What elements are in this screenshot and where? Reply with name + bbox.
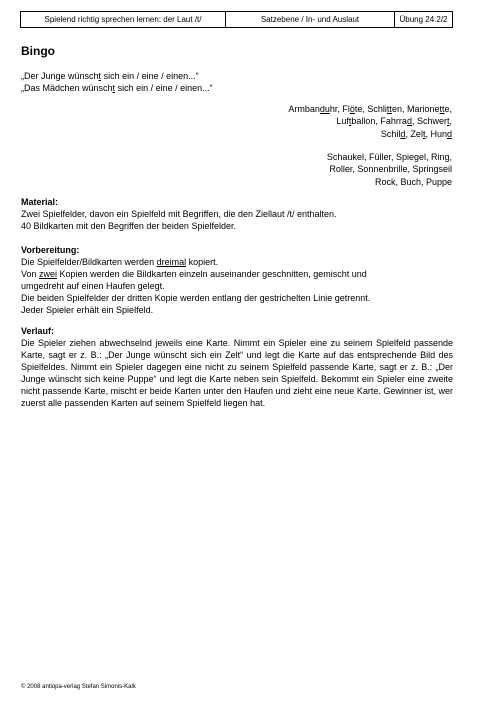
target-sound-underlined: d [446, 128, 452, 139]
target-sound-underlined: t [422, 128, 426, 139]
word-line [288, 128, 452, 140]
target-sound-underlined: d [406, 116, 412, 127]
emphasis-underlined: zwei [39, 269, 58, 279]
word-text: en, Marione [391, 104, 440, 114]
word-text: e, [444, 104, 452, 114]
section-heading: Verlauf: [21, 326, 55, 336]
sentence-text: „Der Junge wünsch [21, 71, 99, 81]
paragraph-line [21, 256, 453, 268]
target-sound-underlined: t [348, 116, 352, 127]
word-text: ballon, Fahrra [351, 116, 407, 127]
paragraph-line: Zwei Spielfelder, davon ein Spielfeld mit Begriffen, die den Ziellaut /t/ enthalten. [21, 209, 337, 219]
paragraph-line: umgedreht auf einen Haufen gelegt. [21, 281, 165, 291]
word-line [288, 115, 452, 127]
word-text: te, Schli [354, 104, 387, 114]
word-text: , [449, 116, 452, 127]
word-line: Rock, Buch, Puppe [374, 176, 452, 187]
paragraph-line: Die beiden Spielfelder der dritten Kopie werden entlang der gestrichelten Linie getrennt. [21, 293, 371, 303]
distractor-word-list [327, 151, 452, 188]
word-text: Schil [380, 128, 401, 139]
procedure-section [21, 325, 453, 409]
word-line: Roller, Sonnenbrille, Springseil [329, 164, 452, 175]
paragraph-line: Jeder Spieler erhält ein Spielfeld. [21, 305, 154, 315]
section-heading: Material: [21, 197, 59, 207]
target-word-list [288, 103, 452, 140]
target-sound-underlined: du [319, 104, 330, 114]
preparation-section [21, 244, 453, 316]
header-topic: Satzebene / In- und Auslaut [226, 12, 395, 27]
paragraph-line: 40 Bildkarten mit den Begriffen der beiden Spielfelder. [21, 221, 236, 231]
word-text: Armban [288, 104, 320, 114]
target-sound-underlined: t [112, 83, 116, 93]
paragraph-line [21, 268, 453, 280]
emphasis-underlined: dreimal [156, 257, 187, 267]
word-text: , Hun [425, 128, 447, 139]
paragraph-text: Die Spieler ziehen abwechselnd jeweils eine Karte. Nimmt ein Spieler eine zu seinem Spielfeld passende Karte, sagt er z. B.: „Der Junge wünscht sich ein Zelt“ und legt die Karte auf das entsprechende Bild des Spielfeldes. Nimmt ein Spieler dagegen eine nicht zu seinem Spielfeld passende Karte, sagt er z. B.: „Der Junge wünscht sich keine Puppe“ und legt die Karte neben sein Spielfeld. Bekommt ein Spieler eine zweite nicht passende Karte, mischt er beide Karten unter den Haufen und zieht eine neue Karte. Gewinner ist, wer zuerst alle passenden Karten auf seinem Spielfeld liegen hat. [21, 338, 453, 408]
target-sound-underlined: ö [349, 104, 355, 114]
header-table [20, 11, 453, 28]
word-text: Luf [336, 116, 349, 127]
sentence-text: „Das Mädchen wünsch [21, 83, 113, 93]
paragraph-text: Von [21, 269, 40, 279]
word-line: Schaukel, Füller, Spiegel, Ring, [326, 152, 452, 162]
word-text: , Zel [405, 128, 423, 139]
example-sentences [21, 70, 213, 94]
example-sentence-boy [21, 70, 213, 82]
paragraph-text: Kopien werden die Bildkarten einzeln auseinander geschnitten, gemischt und [57, 269, 367, 279]
paragraph-text: Die Spielfelder/Bildkarten werden [21, 257, 157, 267]
paragraph-text: kopiert. [186, 257, 219, 267]
sentence-text: sich ein / eine / einen...“ [115, 83, 213, 93]
word-text: , Schwer [411, 116, 447, 127]
target-sound-underlined: t [98, 71, 102, 81]
target-sound-underlined: tt [386, 104, 392, 114]
sentence-text: sich ein / eine / einen...“ [101, 71, 199, 81]
target-sound-underlined: t [446, 116, 450, 127]
copyright-footer: © 2008 antiopa-verlag Stefan Simonis-Kalk [21, 684, 136, 690]
word-line [288, 103, 452, 115]
word-text: hr, Fl [329, 104, 350, 114]
section-heading: Vorbereitung: [21, 245, 80, 255]
example-sentence-girl [21, 82, 213, 94]
target-sound-underlined: tt [439, 104, 445, 114]
page-title: Bingo [21, 44, 55, 58]
header-exercise-number: Übung 24.2/2 [399, 15, 448, 24]
header-series-title: Spielend richtig sprechen lernen: der Laut /t/ [21, 12, 226, 27]
material-section [21, 196, 453, 232]
target-sound-underlined: d [400, 128, 406, 139]
